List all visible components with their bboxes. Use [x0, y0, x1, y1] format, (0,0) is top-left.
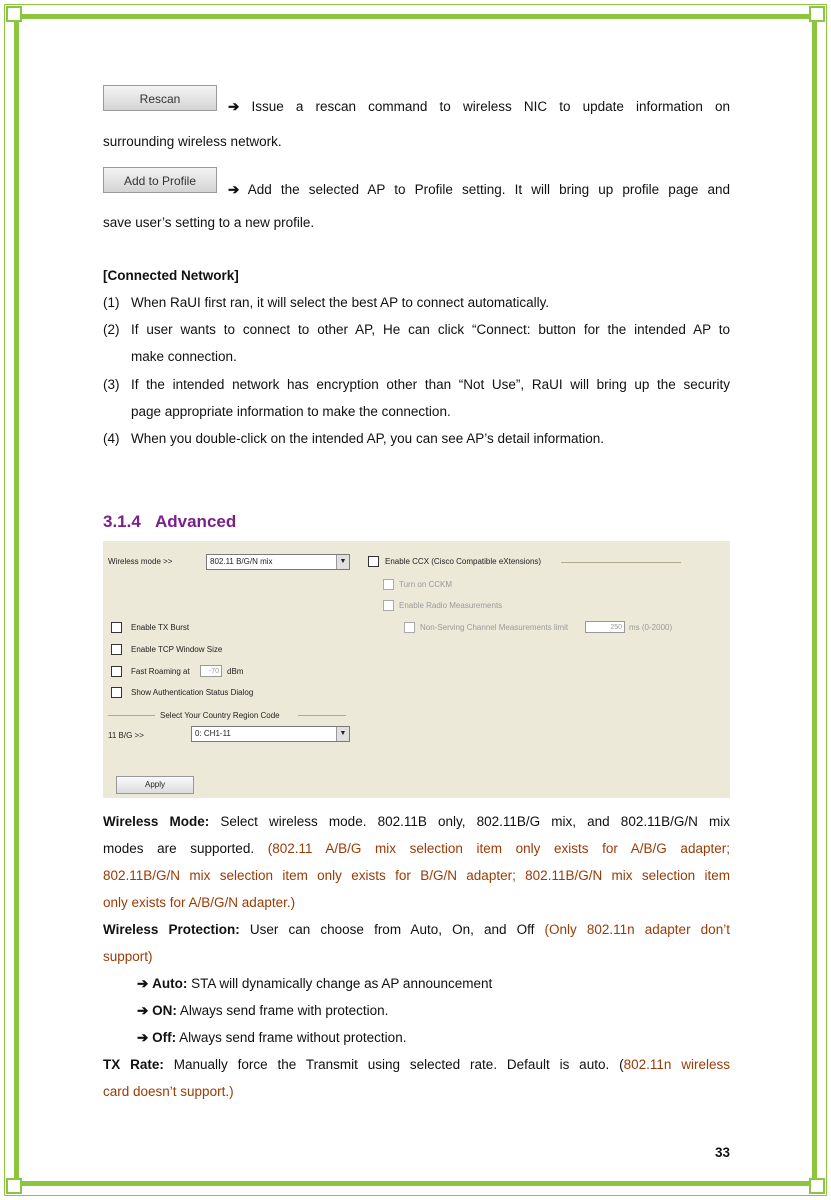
protection-option-auto: ➔ Auto: STA will dynamically change as AP announcement: [137, 976, 493, 991]
wireless-protection-paragraph: Wireless Protection: User can choose from Auto, On, and Off (Only 802.11n adapter don’t: [103, 922, 730, 937]
rescan-description: ➔ Issue a rescan command to wireless NIC to update information on: [228, 99, 730, 114]
fast-roaming-checkbox[interactable]: [111, 666, 122, 677]
list-item: When RaUI first ran, it will select the best AP to connect automatically.: [131, 295, 550, 310]
non-serving-label: Non-Serving Channel Measurements limit: [420, 623, 569, 632]
wireless-mode-note: 802.11B/G/N mix selection item only exists for B/G/N adapter; 802.11B/G/N mix selection item: [103, 868, 730, 883]
wireless-mode-paragraph: Wireless Mode: Select wireless mode. 802.11B only, 802.11B/G mix, and 802.11B/G/N mix: [103, 814, 730, 829]
list-item: If the intended network has encryption other than “Not Use”, RaUI will bring up the security: [131, 377, 730, 392]
region-code-label: Select Your Country Region Code: [160, 711, 280, 720]
frame-corner: [809, 6, 825, 22]
cckm-label: Turn on CCKM: [399, 580, 453, 589]
bg-region-label: 11 B/G >>: [108, 731, 144, 740]
section-heading: 3.1.4 Advanced: [103, 512, 237, 531]
frame-bottom-bar: [14, 1181, 817, 1186]
wireless-mode-label: Wireless mode >>: [108, 557, 173, 566]
wireless-mode-select[interactable]: 802.11 B/G/N mix ▼: [206, 554, 350, 570]
chevron-down-icon: ▼: [336, 727, 349, 741]
frame-corner: [6, 1178, 22, 1194]
non-serving-checkbox[interactable]: [404, 622, 415, 633]
divider: [561, 562, 681, 563]
fast-roaming-input[interactable]: -70: [200, 665, 222, 677]
arrow-icon: ➔: [137, 1003, 149, 1018]
non-serving-unit: ms (0-2000): [629, 623, 673, 632]
add-profile-description-cont: save user’s setting to a new profile.: [103, 215, 315, 230]
add-to-profile-button[interactable]: Add to Profile: [103, 167, 217, 193]
list-item-cont: page appropriate information to make the connection.: [131, 404, 451, 419]
list-item: When you double-click on the intended AP, you can see AP’s detail information.: [131, 431, 605, 446]
rescan-button[interactable]: Rescan: [103, 85, 217, 111]
tx-rate-note: card doesn’t support.): [103, 1084, 234, 1099]
wireless-mode-paragraph-cont: modes are supported. (802.11 A/B/G mix selection item only exists for A/B/G adapter;: [103, 841, 730, 856]
arrow-icon: ➔: [137, 1030, 149, 1045]
frame-left-bar: [14, 14, 19, 1186]
chevron-down-icon: ▼: [336, 555, 349, 569]
tcp-window-label: Enable TCP Window Size: [131, 645, 223, 654]
ccx-label: Enable CCX (Cisco Compatible eXtensions): [385, 557, 542, 566]
frame-corner: [809, 1178, 825, 1194]
list-item: If user wants to connect to other AP, He can click “Connect: button for the intended AP to: [131, 322, 730, 337]
arrow-icon: ➔: [137, 976, 149, 991]
bg-region-select[interactable]: 0: CH1-11 ▼: [191, 726, 350, 742]
protection-option-on: ➔ ON: Always send frame with protection.: [137, 1003, 389, 1018]
wireless-protection-note: support): [103, 949, 153, 964]
radio-measurements-label: Enable Radio Measurements: [399, 601, 503, 610]
frame-top-bar: [14, 14, 817, 19]
radio-measurements-checkbox[interactable]: [383, 600, 394, 611]
non-serving-input[interactable]: 250: [585, 621, 625, 633]
tx-rate-paragraph: TX Rate: Manually force the Transmit using selected rate. Default is auto. (802.11n wireless: [103, 1057, 730, 1072]
list-item-number: (3): [103, 377, 120, 392]
frame-corner: [6, 6, 22, 22]
list-item-number: (1): [103, 295, 120, 310]
divider: [298, 715, 346, 716]
arrow-icon: ➔: [228, 99, 240, 114]
connected-network-title: [Connected Network]: [103, 268, 239, 283]
divider: [108, 715, 155, 716]
apply-button[interactable]: Apply: [116, 776, 194, 794]
tx-burst-checkbox[interactable]: [111, 622, 122, 633]
frame-right-bar: [812, 14, 817, 1186]
page-number: 33: [714, 1145, 730, 1160]
show-auth-checkbox[interactable]: [111, 687, 122, 698]
rescan-description-cont: surrounding wireless network.: [103, 134, 282, 149]
protection-option-off: ➔ Off: Always send frame without protection.: [137, 1030, 407, 1045]
list-item-number: (2): [103, 322, 120, 337]
ccx-checkbox[interactable]: [368, 556, 379, 567]
cckm-checkbox[interactable]: [383, 579, 394, 590]
arrow-icon: ➔: [228, 182, 240, 197]
list-item-cont: make connection.: [131, 349, 237, 364]
show-auth-label: Show Authentication Status Dialog: [131, 688, 254, 697]
add-profile-description: ➔ Add the selected AP to Profile setting. It will bring up profile page and: [228, 182, 730, 197]
fast-roaming-unit: dBm: [227, 667, 244, 676]
wireless-mode-note-cont: only exists for A/B/G/N adapter.): [103, 895, 296, 910]
list-item-number: (4): [103, 431, 120, 446]
fast-roaming-label: Fast Roaming at: [131, 667, 190, 676]
tx-burst-label: Enable TX Burst: [131, 623, 190, 632]
tcp-window-checkbox[interactable]: [111, 644, 122, 655]
advanced-settings-panel: [103, 541, 730, 798]
